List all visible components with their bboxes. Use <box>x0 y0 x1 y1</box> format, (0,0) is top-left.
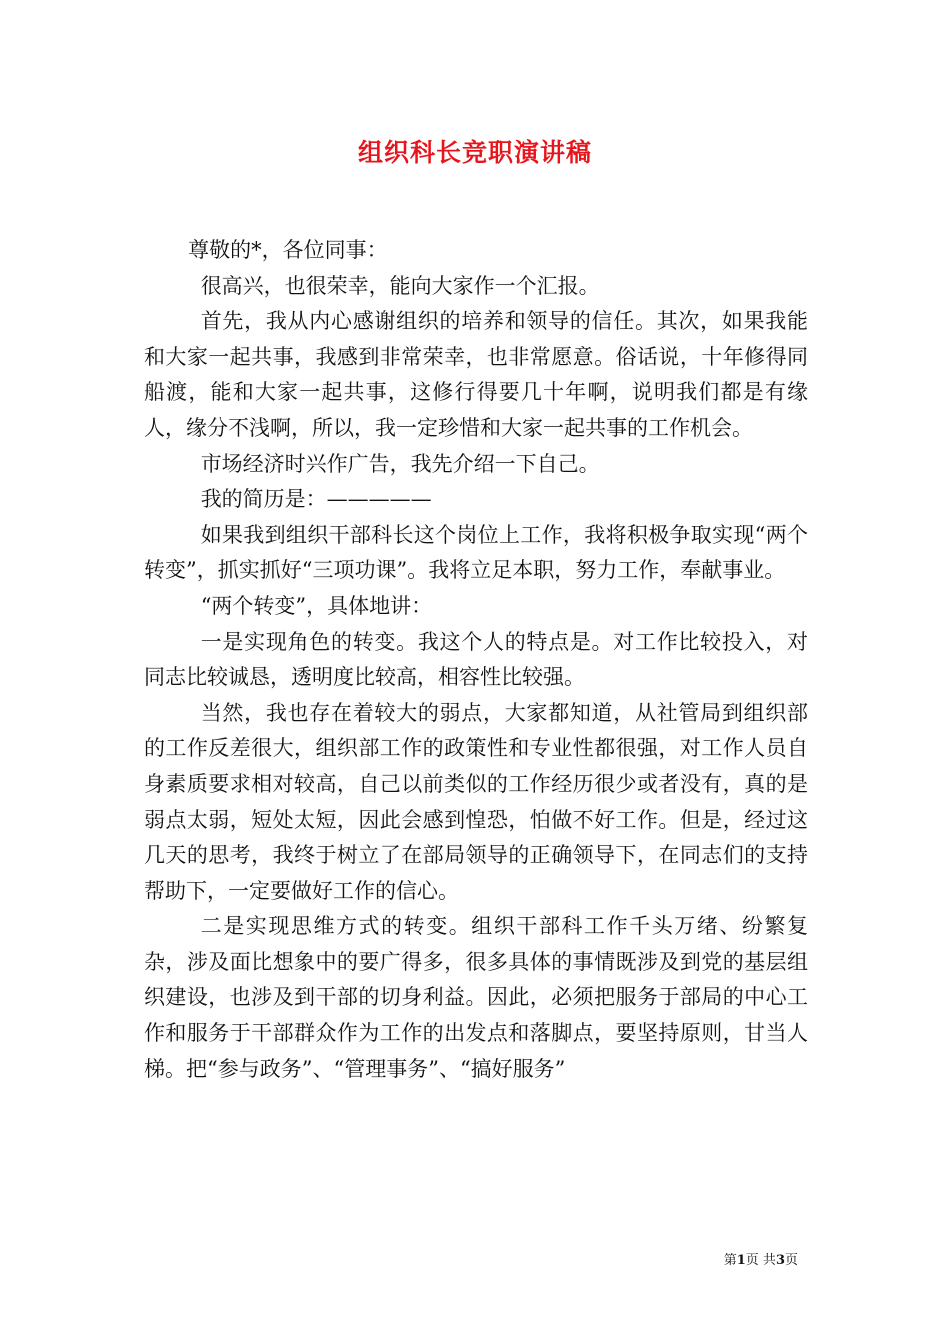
total-pages-number: 3 <box>775 1253 785 1268</box>
paragraph-weakness: 当然，我也存在着较大的弱点，大家都知道，从社管局到组织部的工作反差很大，组织部工作的政策性和专业性都很强，对工作人员自身素质要求相对较高，自己以前类似的工作经历很少或者没有，真的是弱点太弱，短处太短，因此会感到惶恐，怕做不好工作。但是，经过这几天的思考，我终于树立了在部局领导的正确领导下，在同志们的支持帮助下，一定要做好工作的信心。 <box>144 700 808 903</box>
page-number-footer <box>724 1249 798 1268</box>
paragraph-resume: 我的简历是：————— <box>200 487 432 512</box>
document-title: 组织科长竞职演讲稿 <box>357 138 592 167</box>
paragraph-plan: 如果我到组织干部科长这个岗位上工作，我将积极争取实现“两个转变”，抓实抓好“三项功课”。我将立足本职，努力工作，奉献事业。 <box>144 522 808 583</box>
footer-suffix: 页 <box>784 1253 798 1268</box>
document-body <box>144 233 808 1087</box>
paragraph-greeting: 很高兴，也很荣幸，能向大家作一个汇报。 <box>200 273 600 298</box>
paragraph-salutation: 尊敬的*，各位同事： <box>188 238 388 262</box>
paragraph-introduction: 市场经济时兴作广告，我先介绍一下自己。 <box>200 451 600 476</box>
paragraph-role-change: 一是实现角色的转变。我这个人的特点是。对工作比较投入，对同志比较诚恳，透明度比较高，相容性比较强。 <box>144 629 808 690</box>
paragraph-gratitude: 首先，我从内心感谢组织的培养和领导的信任。其次，如果我能和大家一起共事，我感到非常荣幸，也非常愿意。俗话说，十年修得同船渡，能和大家一起共事，这修行得要几十年啊，说明我们都是有缘人，缘分不浅啊，所以，我一定珍惜和大家一起共事的工作机会。 <box>144 309 808 440</box>
current-page-number: 1 <box>736 1253 746 1268</box>
paragraph-thinking-change: 二是实现思维方式的转变。组织干部科工作千头万绪、纷繁复杂，涉及面比想象中的要广得多，很多具体的事情既涉及到党的基层组织建设，也涉及到干部的切身利益。因此，必须把服务于部局的中心工作和服务于干部群众作为工作的出发点和落脚点，要坚持原则，甘当人梯。把“参与政务”、“管理事务”、“搞好服务” <box>144 914 808 1081</box>
footer-middle: 页 共 <box>745 1253 776 1268</box>
footer-prefix: 第 <box>723 1253 737 1268</box>
paragraph-two-changes-heading: “两个转变”，具体地讲： <box>200 593 433 618</box>
